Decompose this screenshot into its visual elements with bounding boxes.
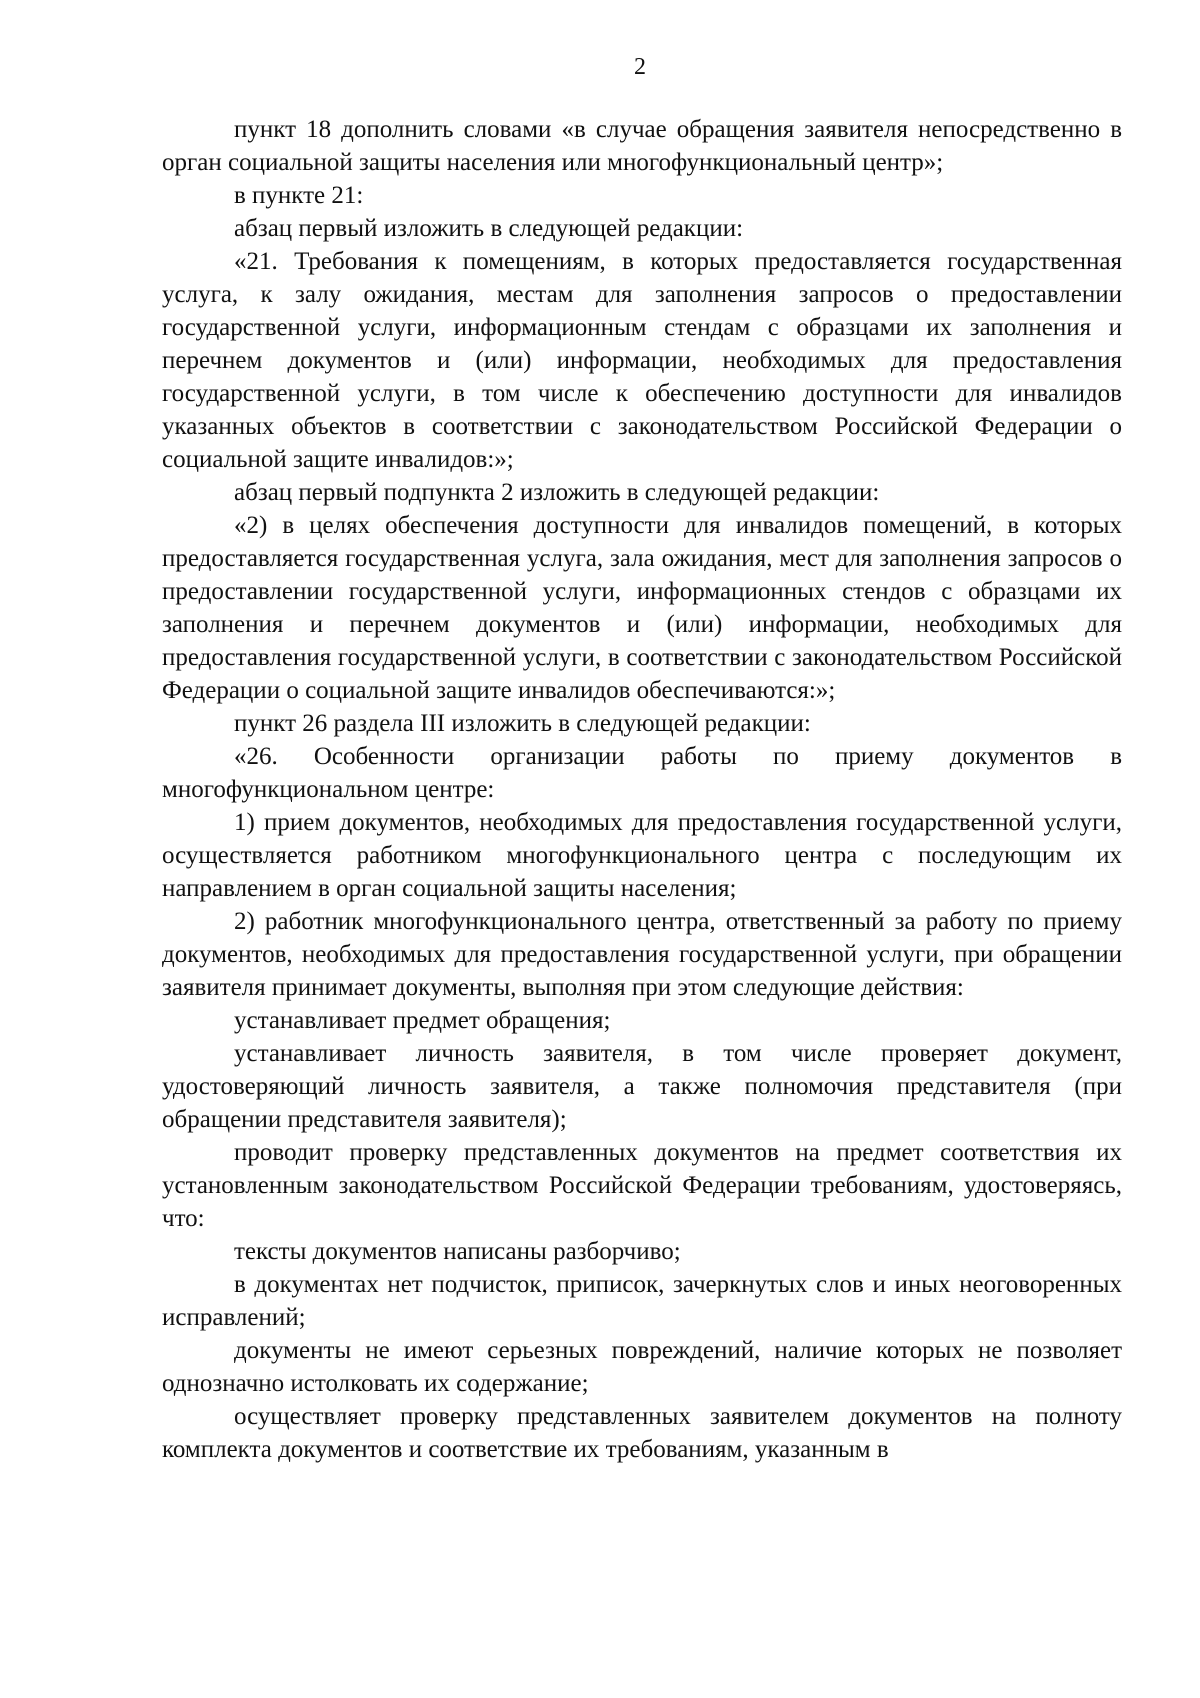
page-number: 2	[634, 54, 646, 80]
paragraph-subitem-2-text: «2) в целях обеспечения доступности для инвалидов помещений, в которых предоставляется государственная услуга, зала ожидания, мест для заполнения запросов о предоставлении государственной услуги, информационных стендов с образцами их заполнения и перечнем документов и (или) информации, необходимых для предоставления государственной услуги, в соответствии с законодательством Российской Федерации о социальной защите инвалидов обеспечиваются:»;	[162, 512, 1122, 704]
paragraph-item-26-sub-1: 1) прием документов, необходимых для предоставления государственной услуги, осуществляется работником многофункционального центра с последующим их направлением в орган социальной защиты населения;	[162, 809, 1122, 902]
paragraph-item-18: пункт 18 дополнить словами «в случае обращения заявителя непосредственно в орган социальной защиты населения или многофункциональный центр»;	[162, 116, 1122, 176]
paragraph-check-legible: тексты документов написаны разборчиво;	[234, 1238, 681, 1265]
paragraph-abzac-first: абзац первый изложить в следующей редакции:	[234, 215, 744, 242]
paragraph-action-completeness: осуществляет проверку представленных заявителем документов на полноту комплекта документов и соответствие их требованиям, указанным в	[162, 1403, 1122, 1463]
paragraph-item-21-intro: в пункте 21:	[234, 182, 364, 209]
paragraph-item-26-text: «26. Особенности организации работы по приему документов в многофункциональном центре:	[162, 743, 1122, 803]
paragraph-subitem-2-intro: абзац первый подпункта 2 изложить в следующей редакции:	[234, 479, 880, 506]
paragraph-check-corrections: в документах нет подчисток, приписок, зачеркнутых слов и иных неоговоренных исправлений;	[162, 1271, 1122, 1331]
paragraph-action-subject: устанавливает предмет обращения;	[234, 1007, 611, 1034]
paragraph-item-26-intro: пункт 26 раздела III изложить в следующей редакции:	[234, 710, 811, 737]
paragraph-action-identity: устанавливает личность заявителя, в том числе проверяет документ, удостоверяющий личность заявителя, а также полномочия представителя (при обращении представителя заявителя);	[162, 1040, 1122, 1133]
paragraph-action-verify: проводит проверку представленных документов на предмет соответствия их установленным законодательством Российской Федерации требованиям, удостоверяясь, что:	[162, 1139, 1122, 1232]
paragraph-item-26-sub-2: 2) работник многофункционального центра, ответственный за работу по приему документов, необходимых для предоставления государственной услуги, при обращении заявителя принимает документы, выполняя при этом следующие действия:	[162, 908, 1122, 1001]
paragraph-check-damage: документы не имеют серьезных повреждений, наличие которых не позволяет однозначно истолковать их содержание;	[162, 1337, 1122, 1397]
document-body	[162, 113, 1122, 1466]
paragraph-item-21-text: «21. Требования к помещениям, в которых предоставляется государственная услуга, к залу ожидания, местам для заполнения запросов о предоставлении государственной услуги, информационным стендам с образцами их заполнения и перечнем документов и (или) информации, необходимых для предоставления государственной услуги, в том числе к обеспечению доступности для инвалидов указанных объектов в соответствии с законодательством Российской Федерации о социальной защите инвалидов:»;	[162, 248, 1122, 473]
